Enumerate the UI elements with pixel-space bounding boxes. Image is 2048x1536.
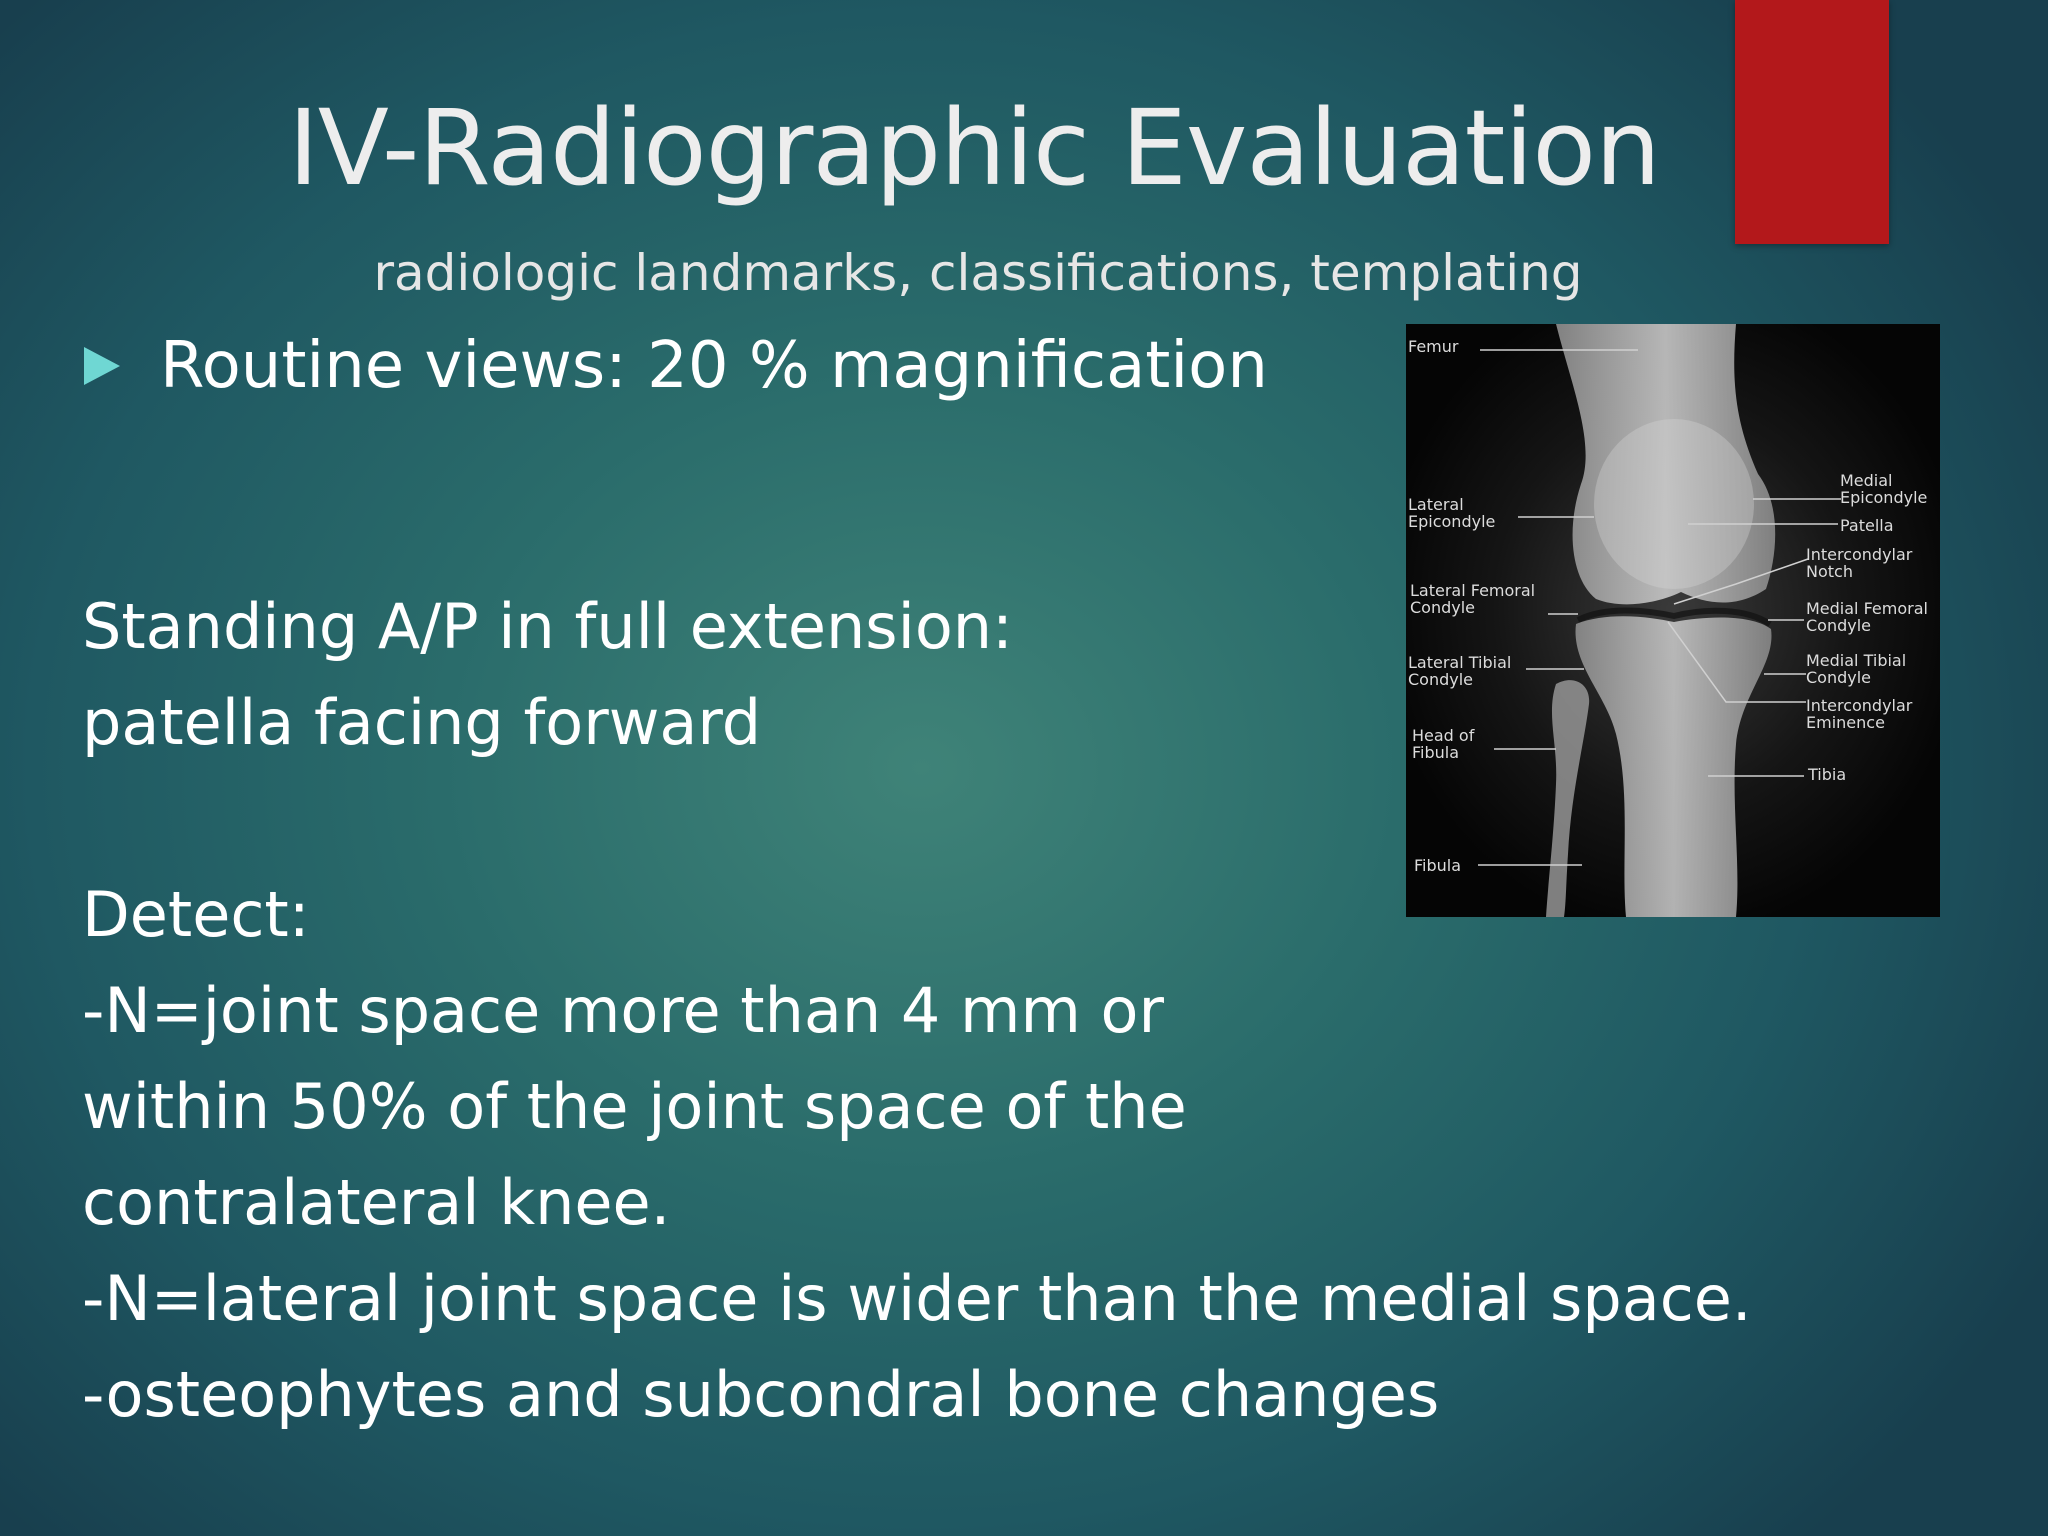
body-line: -N=joint space more than 4 mm or (82, 974, 1164, 1047)
lateral-tibial-condyle-label: Lateral Tibial Condyle (1408, 653, 1512, 689)
body-line: -N=lateral joint space is wider than the medial space. (82, 1262, 1752, 1335)
fibula-label: Fibula (1414, 856, 1462, 875)
bullet-text: Routine views: 20 % magnification (160, 329, 1268, 403)
tibia-label: Tibia (1808, 765, 1847, 784)
triangle-bullet-icon (84, 347, 120, 385)
body-line: Detect: (82, 878, 310, 951)
slide-title: IV-Radiographic Evaluation (288, 87, 1660, 209)
medial-femoral-condyle-label: Medial Femoral Condyle (1806, 599, 1928, 635)
body-line: -osteophytes and subcondral bone changes (82, 1358, 1440, 1431)
body-line: patella facing forward (82, 686, 762, 759)
lateral-epicondyle-label: Lateral Epicondyle (1408, 495, 1496, 531)
slide-subtitle: radiologic landmarks, classifications, templating (373, 244, 1583, 302)
bullet-item (84, 330, 1268, 402)
femur-label: Femur (1408, 337, 1459, 356)
patella-label: Patella (1840, 516, 1894, 535)
medial-tibial-condyle-label: Medial Tibial Condyle (1806, 651, 1907, 687)
body-line: contralateral knee. (82, 1166, 671, 1239)
body-line: within 50% of the joint space of the (82, 1070, 1187, 1143)
head-of-fibula-label: Head of Fibula (1412, 726, 1475, 762)
intercondylar-notch-label: Intercondylar Notch (1806, 545, 1913, 581)
intercondylar-eminence-label: Intercondylar Eminence (1806, 696, 1913, 732)
knee-xray-image (1406, 324, 1940, 917)
medial-epicondyle-label: Medial Epicondyle (1840, 471, 1928, 507)
body-line: Standing A/P in full extension: (82, 590, 1013, 663)
lateral-femoral-condyle-label: Lateral Femoral Condyle (1410, 581, 1536, 617)
